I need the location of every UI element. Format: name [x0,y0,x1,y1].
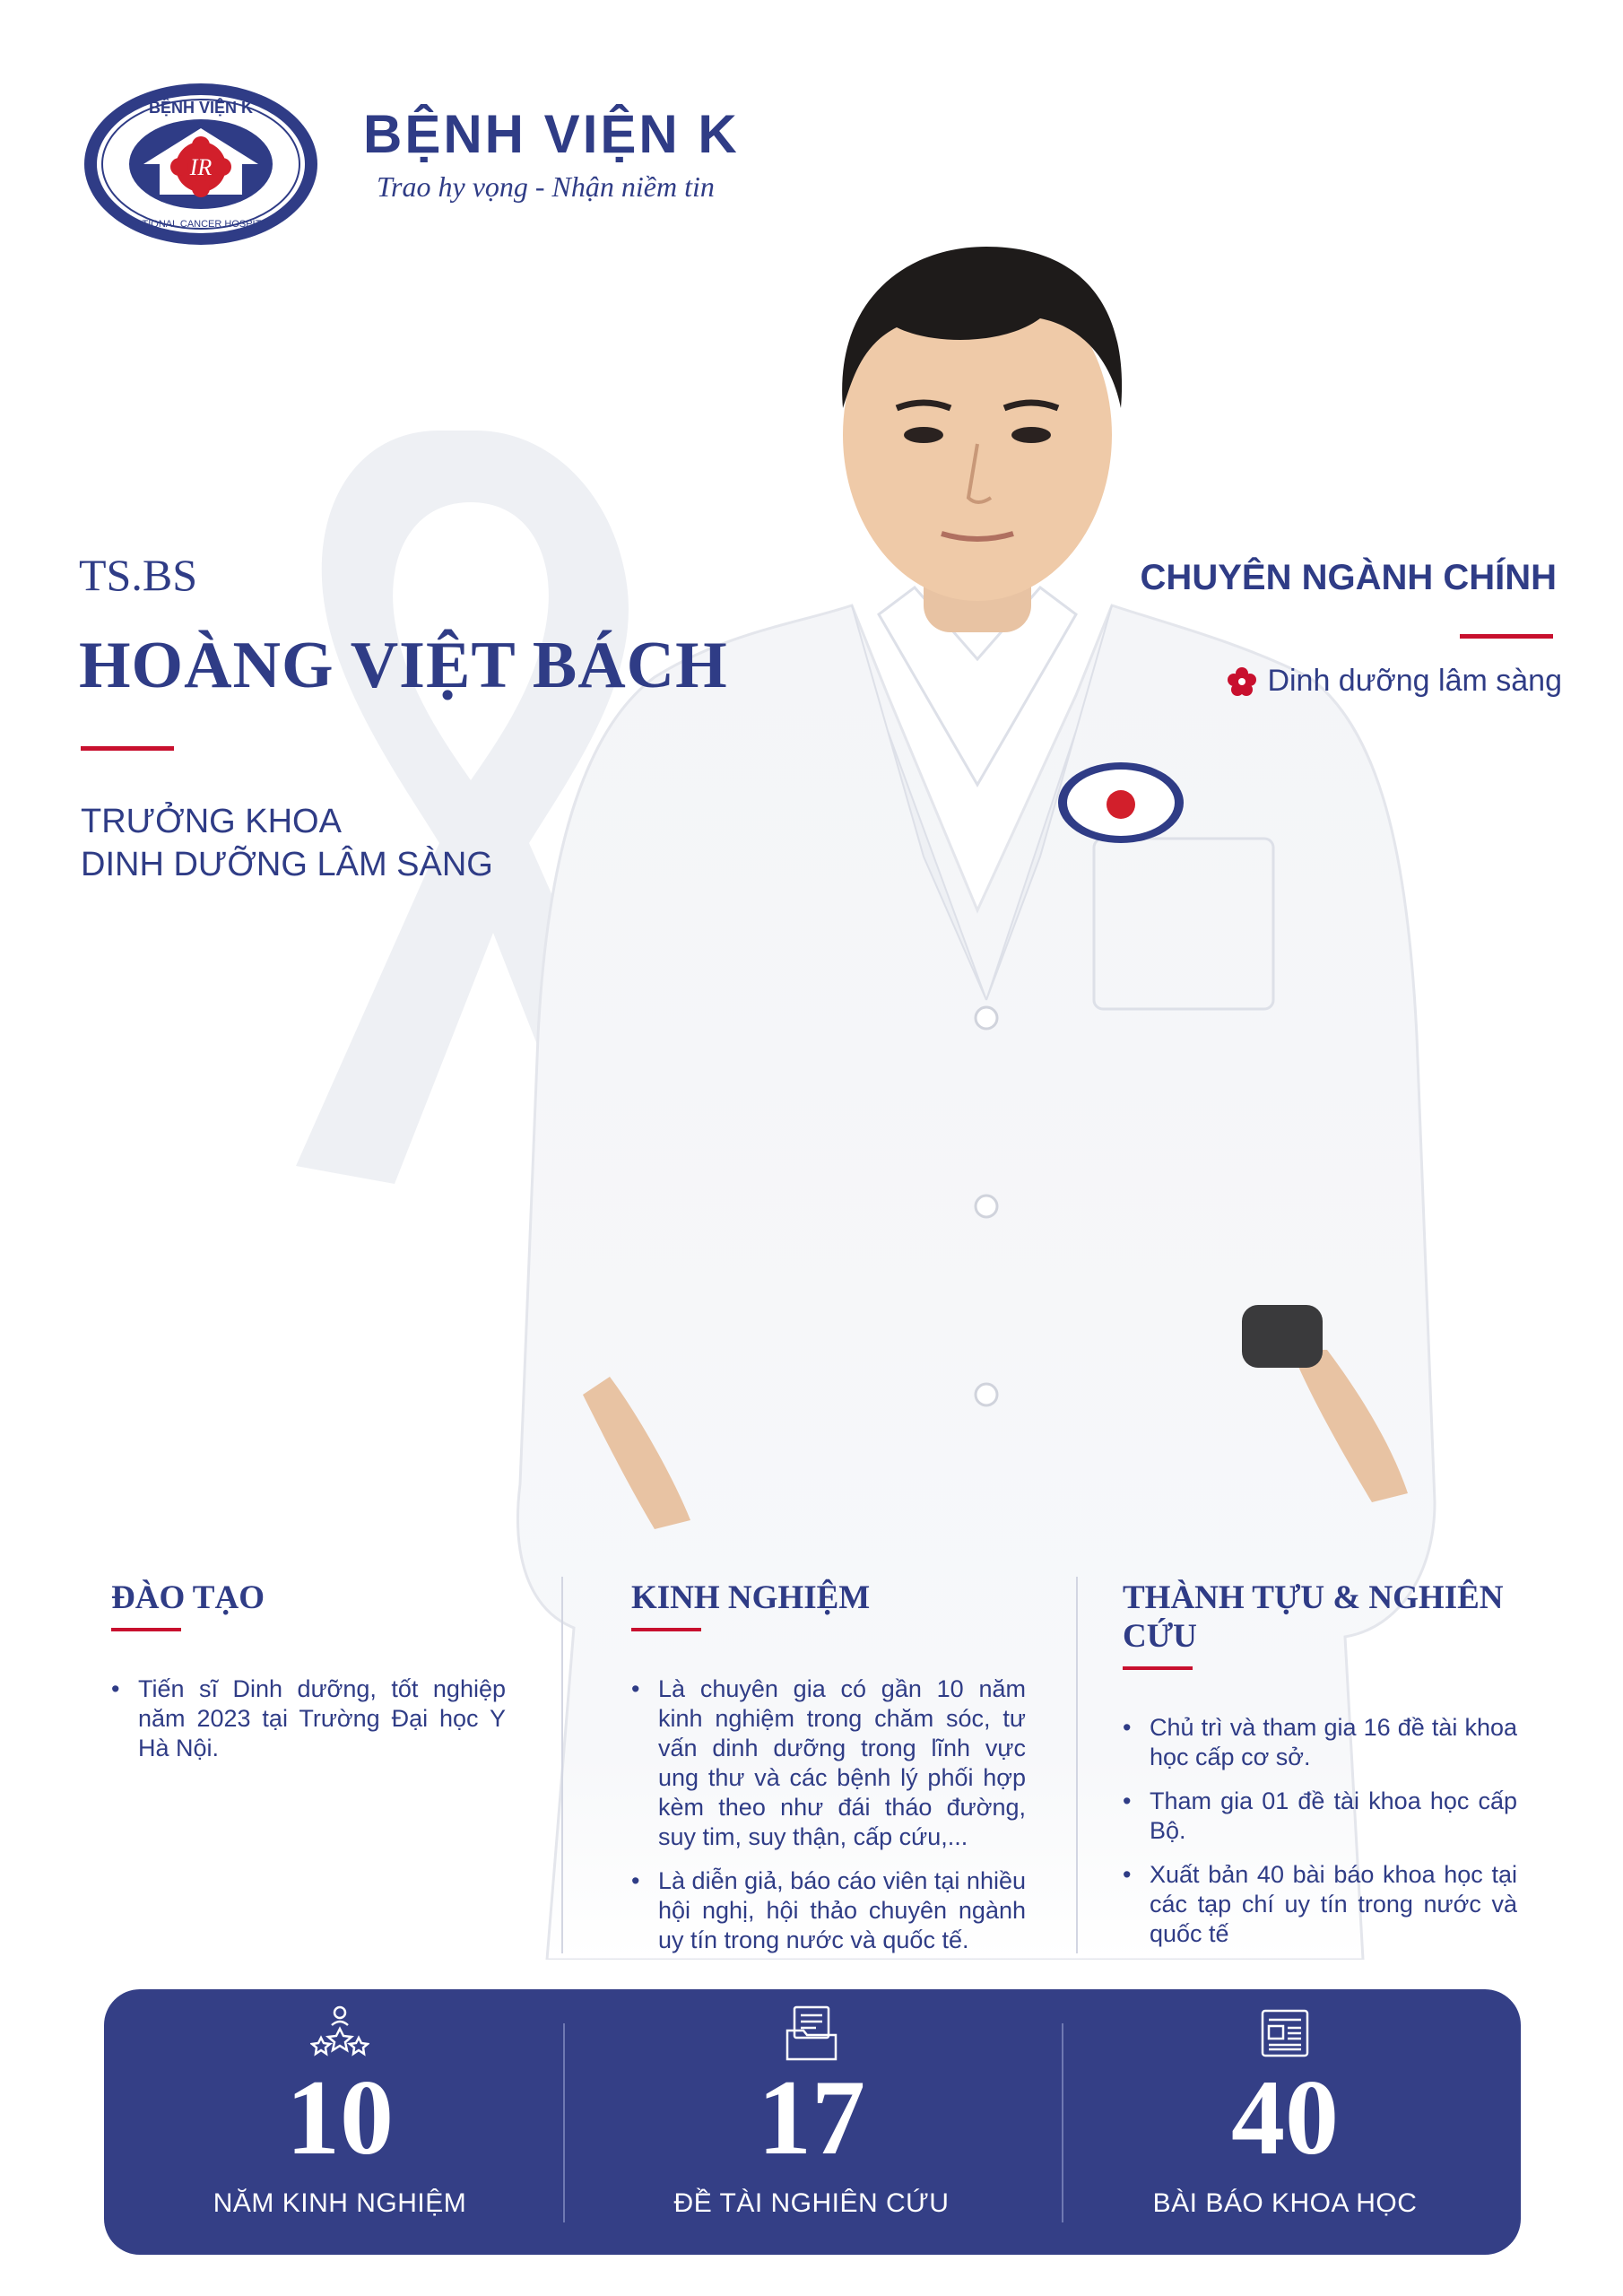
column-separator [561,1577,563,1953]
list-item: • Xuất bản 40 bài báo khoa học tại các tạp chí uy tín trong nước và quốc tế [1123,1860,1517,1949]
document-folder-icon [782,2004,841,2063]
section-achievements [1123,1578,1544,1963]
section-experience [631,1578,1053,1970]
section-title: THÀNH TỰU & NGHIÊN CỨU [1123,1579,1504,1655]
flower-icon [1226,665,1258,698]
column-separator [1076,1577,1078,1953]
list-item: • Là chuyên gia có gần 10 năm kinh nghiệm trong chăm sóc, tư vấn dinh dưỡng trong lĩnh vực ung thư và các bệnh lý phối hợp kèm theo như đái tháo đường, suy tim, suy thận, cấp cứu,... [631,1674,1026,1852]
list-item: • Tham gia 01 đề tài khoa học cấp Bộ. [1123,1787,1517,1846]
hospital-logo [81,79,321,249]
doctor-position [81,800,493,886]
team-stars-icon [310,2004,369,2063]
svg-text:★: ★ [108,156,123,174]
stat-label: NĂM KINH NGHIỆM [213,2188,467,2218]
stat-value: 10 [286,2057,394,2177]
section-divider [1123,1666,1193,1670]
name-divider [81,746,174,751]
logo-center-text: IR [189,154,213,180]
list-item: • Là diễn giả, báo cáo viên tại nhiều hội nghị, hội thảo chuyên ngành uy tín trong nước và quốc tế. [631,1866,1026,1955]
stat-papers [1049,1989,1521,2255]
newspaper-icon [1255,2004,1315,2063]
section-education [111,1578,533,1778]
specialty-item-label: Dinh dưỡng lâm sàng [1267,664,1562,698]
section-list [631,1674,1053,1955]
hospital-slogan: Trao hy vọng - Nhận niềm tin [377,170,715,203]
specialty-item [1226,664,1562,699]
section-title: ĐÀO TẠO [111,1579,265,1616]
section-divider [631,1628,701,1631]
specialty-title: CHUYÊN NGÀNH CHÍNH [1140,558,1557,597]
hospital-name: BỆNH VIỆN K [363,104,740,164]
doctor-degree: TS.BS [79,550,198,600]
stat-label: ĐỀ TÀI NGHIÊN CỨU [673,2188,950,2218]
stat-label: BÀI BÁO KHOA HỌC [1152,2188,1418,2218]
stat-experience [104,1989,576,2255]
position-line-1: TRƯỞNG KHOA [81,803,342,840]
svg-text:★: ★ [280,156,295,174]
logo-bottom-text: NATIONAL CANCER HOSPITAL [129,219,273,230]
specialty-divider [1460,634,1553,639]
stat-research [576,1989,1047,2255]
stat-value: 17 [758,2057,865,2177]
list-item: • Tiến sĩ Dinh dưỡng, tốt nghiệp năm 2023 tại Trường Đại học Y Hà Nội. [111,1674,506,1763]
section-list [111,1674,533,1763]
section-title: KINH NGHIỆM [631,1579,871,1616]
stat-value: 40 [1231,2057,1339,2177]
section-divider [111,1628,181,1631]
logo-top-text: BỆNH VIỆN K [148,99,254,117]
position-line-2: DINH DƯỠNG LÂM SÀNG [81,846,493,883]
list-item: • Chủ trì và tham gia 16 đề tài khoa học cấp cơ sở. [1123,1713,1517,1772]
stats-panel [104,1989,1521,2255]
stat-separator [563,2023,565,2222]
doctor-name: HOÀNG VIỆT BÁCH [79,629,728,702]
section-list [1123,1713,1544,1949]
